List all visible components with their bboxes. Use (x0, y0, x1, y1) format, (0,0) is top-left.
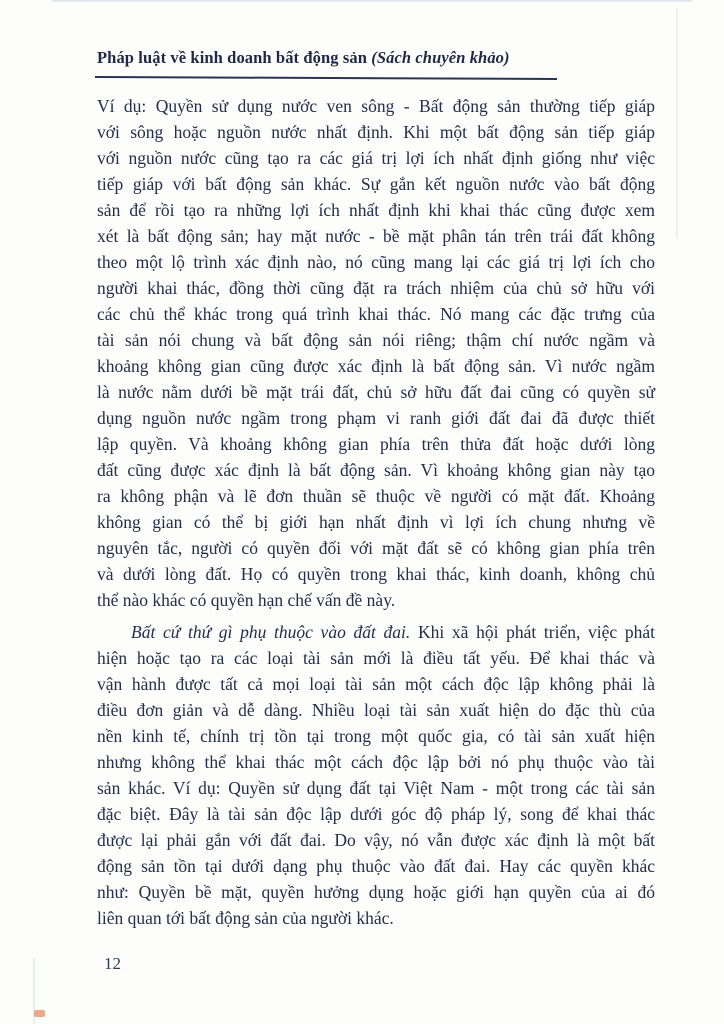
text-line (97, 619, 655, 645)
text-line: liên quan tới bất động sản của người khác. (97, 908, 394, 928)
text-line: dụng nguồn nước ngầm trong phạm vi ranh giới đất đai đã được thiết (97, 408, 655, 428)
text-line: động sản tồn tại dưới dạng phụ thuộc vào đất đai. Hay các quyền khác (97, 856, 655, 876)
paragraph (97, 93, 655, 613)
text-line: theo một lộ trình xác định nào, nó cũng mang lại các giá trị lợi ích cho (97, 252, 655, 272)
text-line: như: Quyền bề mặt, quyền hưởng dụng hoặc giới hạn quyền của ai đó (97, 882, 655, 902)
running-header-subtitle: (Sách chuyên khảo) (371, 48, 510, 67)
running-header-title: Pháp luật về kinh doanh bất động sản (97, 48, 372, 67)
page-number: 12 (104, 954, 121, 973)
text-line: lập quyền. Và khoảng không gian phía trên thửa đất hoặc dưới lòng (97, 434, 655, 454)
text-line: vận hành được tất cả mọi loại tài sản một cách độc lập không phải là (97, 674, 655, 694)
text-line: sản khác. Ví dụ: Quyền sử dụng đất tại Việt Nam - một trong các tài sản (97, 778, 655, 798)
regular-text: Khi xã hội phát triển, việc phát (410, 622, 655, 642)
text-line: khoảng không gian cũng được xác định là bất động sản. Vì nước ngầm (97, 356, 655, 376)
text-line: được lại phải gắn với đất đai. Do vậy, nó vẫn được xác định là một bất (97, 830, 655, 850)
italic-lead-text: Bất cứ thứ gì phụ thuộc vào đất đai. (131, 622, 411, 642)
text-line: tiếp giáp với bất động sản khác. Sự gắn kết nguồn nước vào bất động (97, 174, 655, 194)
running-header (97, 48, 659, 68)
text-line: xét là bất động sản; hay mặt nước - bề mặt phân tán trên trái đất không (97, 226, 655, 246)
text-line: với nguồn nước cũng tạo ra các giá trị lợi ích nhất định giống như việc (97, 148, 655, 168)
text-line: nhưng không thể khai thác một cách độc lập bởi nó phụ thuộc vào tài (97, 752, 655, 772)
scan-top-edge-line (52, 0, 692, 2)
text-line: đặc biệt. Đây là tài sản độc lập dưới góc độ pháp lý, song để khai thác (97, 804, 655, 824)
text-line: thể nào khác có quyền hạn chế vấn đề này. (97, 590, 396, 610)
text-line: không gian có thể bị giới hạn nhất định vì lợi ích chung nhưng về (97, 512, 655, 532)
text-line: nền kinh tế, chính trị tồn tại trong một quốc gia, có tài sản xuất hiện (97, 726, 655, 746)
text-line: Ví dụ: Quyền sử dụng nước ven sông - Bất động sản thường tiếp giáp (97, 96, 655, 116)
text-line: với sông hoặc nguồn nước nhất định. Khi một bất động sản tiếp giáp (97, 122, 655, 142)
text-line: là nước nằm dưới bề mặt trái đất, chủ sở hữu đất đai cũng có quyền sử (97, 382, 655, 402)
text-line: điều đơn giản và dễ dàng. Nhiều loại tài sản xuất hiện do đặc thù của (97, 700, 655, 720)
scan-corner-mark (34, 1010, 45, 1017)
text-line: người khai thác, đồng thời cũng đặt ra trách nhiệm của chủ sở hữu với (97, 278, 655, 298)
text-line: đất cũng được xác định là bất động sản. Vì khoảng không gian này tạo (97, 460, 655, 480)
scan-right-edge-line (676, 8, 678, 238)
text-line: nguyên tắc, người có quyền đối với mặt đất sẽ có không gian phía trên (97, 538, 655, 558)
text-line: tài sản nói chung và bất động sản nói riêng; thậm chí nước ngầm và (97, 330, 655, 350)
text-line: các chủ thể khác trong quá trình khai thác. Nó mang các đặc trưng của (97, 304, 655, 324)
paragraph (97, 619, 655, 931)
body-text (97, 93, 655, 931)
text-line: ra không phận và lẽ đơn thuần sẽ thuộc về người có mặt đất. Khoảng (97, 486, 655, 506)
text-line: hiện hoặc tạo ra các loại tài sản mới là điều tất yếu. Để khai thác và (97, 648, 655, 668)
header-rule (95, 76, 557, 80)
text-line: sản để rồi tạo ra những lợi ích nhất định khi khai thác cũng được xem (97, 200, 655, 220)
text-line: và dưới lòng đất. Họ có quyền trong khai thác, kinh doanh, không chủ (97, 564, 655, 584)
